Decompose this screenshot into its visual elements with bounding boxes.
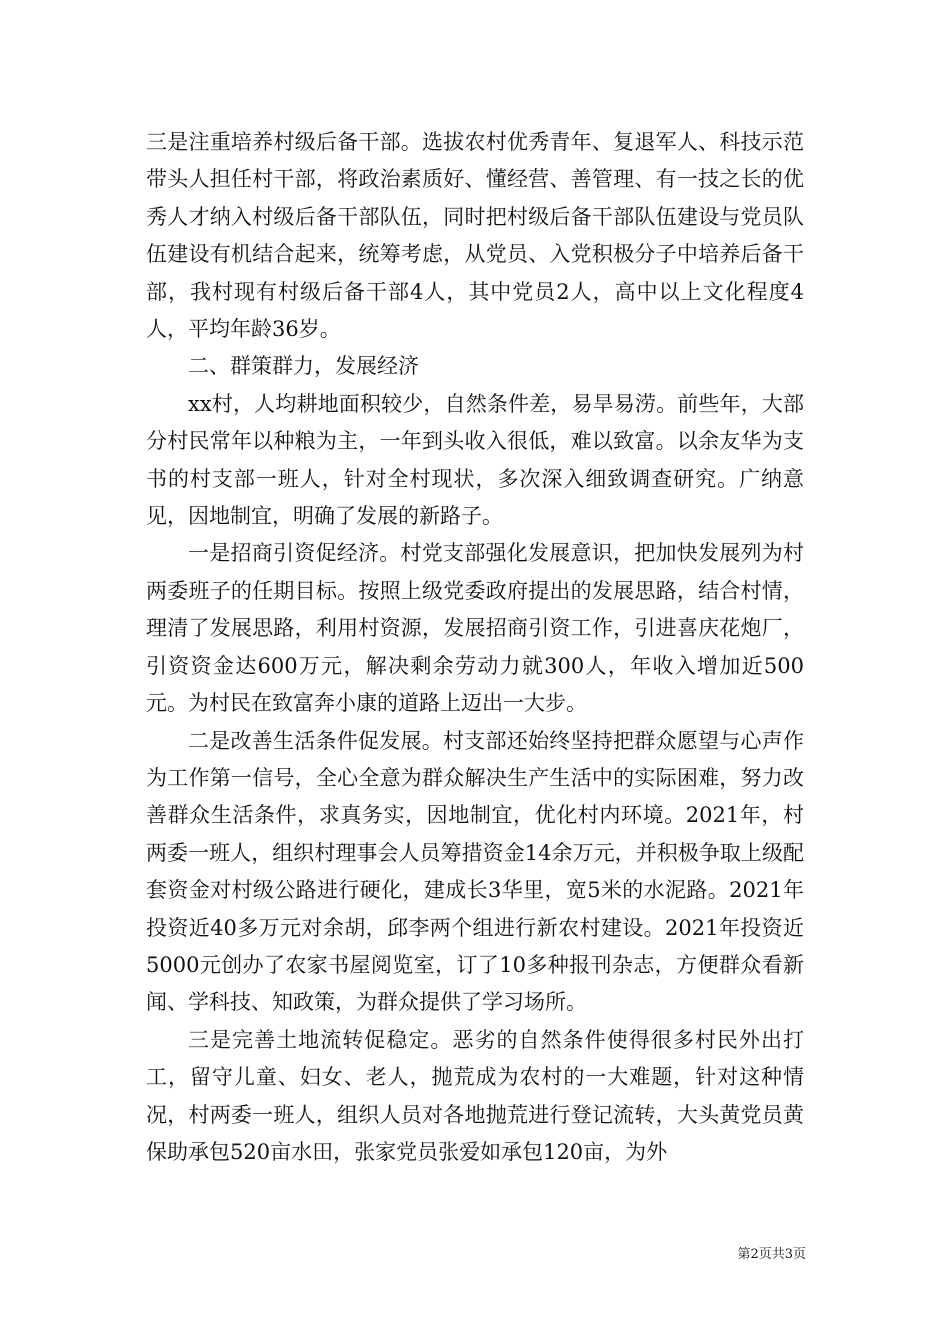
paragraph-investment: 一是招商引资促经济。村党支部强化发展意识，把加快发展列为村两委班子的任期目标。按照上级党委政府提出的发展思路，结合村情，理清了发展思路，利用村资源，发展招商引资工作，引进喜庆花炮厂，引资资金达600万元，解决剩余劳动力就300人，年收入增加近500元。为村民在致富奔小康的道路上迈出一大步。 <box>146 541 804 716</box>
document-body <box>146 124 804 1171</box>
paragraph-land-transfer: 三是完善土地流转促稳定。恶劣的自然条件使得很多村民外出打工，留守儿童、妇女、老人，抛荒成为农村的一大难题，针对这种情况，村两委一班人，组织人员对各地抛荒进行登记流转，大头黄党员黄保助承包520亩水田，张家党员张爱如承包120亩，为外 <box>146 1027 804 1164</box>
paragraph-living-conditions: 二是改善生活条件促发展。村支部还始终坚持把群众愿望与心声作为工作第一信号，全心全意为群众解决生产生活中的实际困难，努力改善群众生活条件，求真务实，因地制宜，优化村内环境。2021年，村两委一班人，组织村理事会人员筹措资金14余万元，并积极争取上级配套资金对村级公路进行硬化，建成长3华里，宽5米的水泥路。2021年投资近40多万元对余胡，邱李两个组进行新农村建设。2021年投资近5000元创办了农家书屋阅览室，订了10多种报刊杂志，方便群众看新闻、学科技、知政策，为群众提供了学习场所。 <box>146 728 804 1015</box>
paragraph-village-overview: xx村，人均耕地面积较少，自然条件差，易旱易涝。前些年，大部分村民常年以种粮为主，一年到头收入很低，难以致富。以余友华为支书的村支部一班人，针对全村现状，多次深入细致调查研究。广纳意见，因地制宜，明确了发展的新路子。 <box>146 391 804 529</box>
paragraph-reserve-cadres: 三是注重培养村级后备干部。选拔农村优秀青年、复退军人、科技示范带头人担任村干部，将政治素质好、懂经营、善管理、有一技之长的优秀人才纳入村级后备干部队伍，同时把村级后备干部队伍建设与党员队伍建设有机结合起来，统筹考虑，从党员、入党积极分子中培养后备干部，我村现有村级后备干部4人，其中党员2人，高中以上文化程度4人，平均年龄36岁。 <box>146 130 804 342</box>
section-heading-economy: 二、群策群力，发展经济 <box>188 354 419 379</box>
page-number: 第2页共3页 <box>737 1247 806 1262</box>
